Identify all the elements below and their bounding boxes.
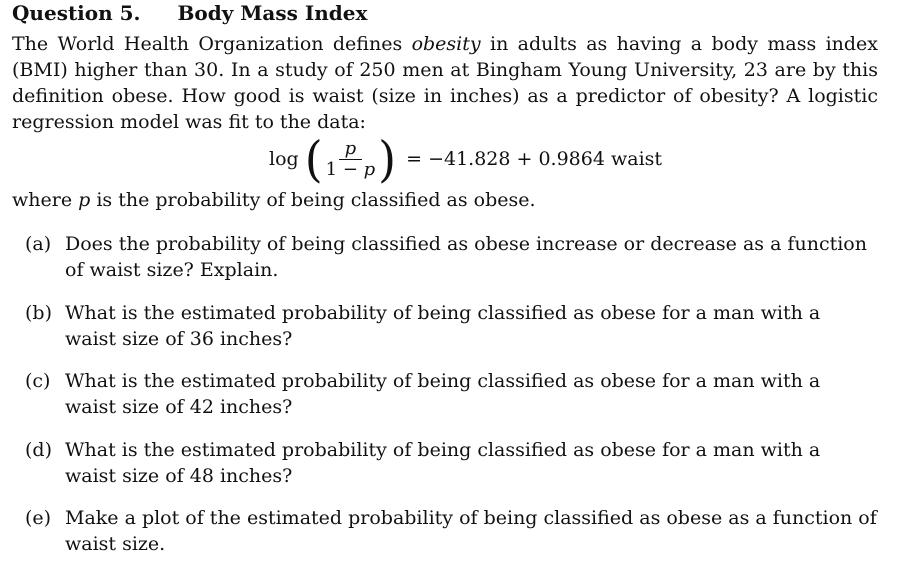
part-label: (c) (25, 370, 51, 392)
question-part-e (25, 505, 877, 557)
part-label: (d) (25, 439, 52, 461)
intro-paragraph (12, 31, 878, 135)
part-label: (a) (25, 233, 52, 255)
question-part-b (25, 300, 877, 352)
part-label: (b) (25, 302, 52, 324)
part-label: (e) (25, 507, 52, 529)
equation-rhs: = −41.828 + 0.9864 waist (406, 148, 663, 170)
fraction-denominator (326, 160, 376, 180)
intro-term: obesity (411, 33, 481, 55)
question-number: Question 5. (12, 1, 141, 25)
question-part-a (25, 231, 877, 283)
question-part-c (25, 368, 877, 420)
part-text: What is the estimated probability of being classified as obese for a man with a waist size of 48 inches? (65, 439, 821, 487)
where-suffix: is the probability of being classified as obese. (96, 189, 536, 211)
intro-text-1: The World Health Organization defines (12, 33, 403, 55)
part-text: Make a plot of the estimated probability of being classified as obese as a function of waist size. (65, 507, 877, 555)
denominator-prefix: 1 − (325, 158, 364, 180)
left-paren: ( (304, 130, 323, 188)
logistic-equation (269, 132, 662, 186)
question-heading (12, 1, 367, 25)
part-text: What is the estimated probability of being classified as obese for a man with a waist size of 36 inches? (65, 302, 821, 350)
part-text: Does the probability of being classified as obese increase or decrease as a function of waist size? Explain. (65, 233, 867, 281)
question-title: Body Mass Index (177, 1, 368, 25)
part-text: What is the estimated probability of being classified as obese for a man with a waist size of 42 inches? (65, 370, 821, 418)
odds-fraction (326, 139, 376, 180)
fraction-numerator: p (339, 139, 363, 160)
denominator-var: p (363, 158, 376, 180)
right-paren: ) (378, 130, 397, 188)
intro-text-2: in adults as having a body mass index (BMI) higher than 30. In a study of 250 men at Bingham Young University, 23 are by this definition obese. How good is waist (size in inches) as a predictor of obesity? A logistic regression model was fit to the data: (12, 33, 879, 133)
question-part-d (25, 437, 877, 489)
where-var: p (78, 189, 91, 211)
where-prefix: where (12, 189, 73, 211)
equation-log: log (269, 148, 299, 170)
where-clause (12, 189, 536, 211)
